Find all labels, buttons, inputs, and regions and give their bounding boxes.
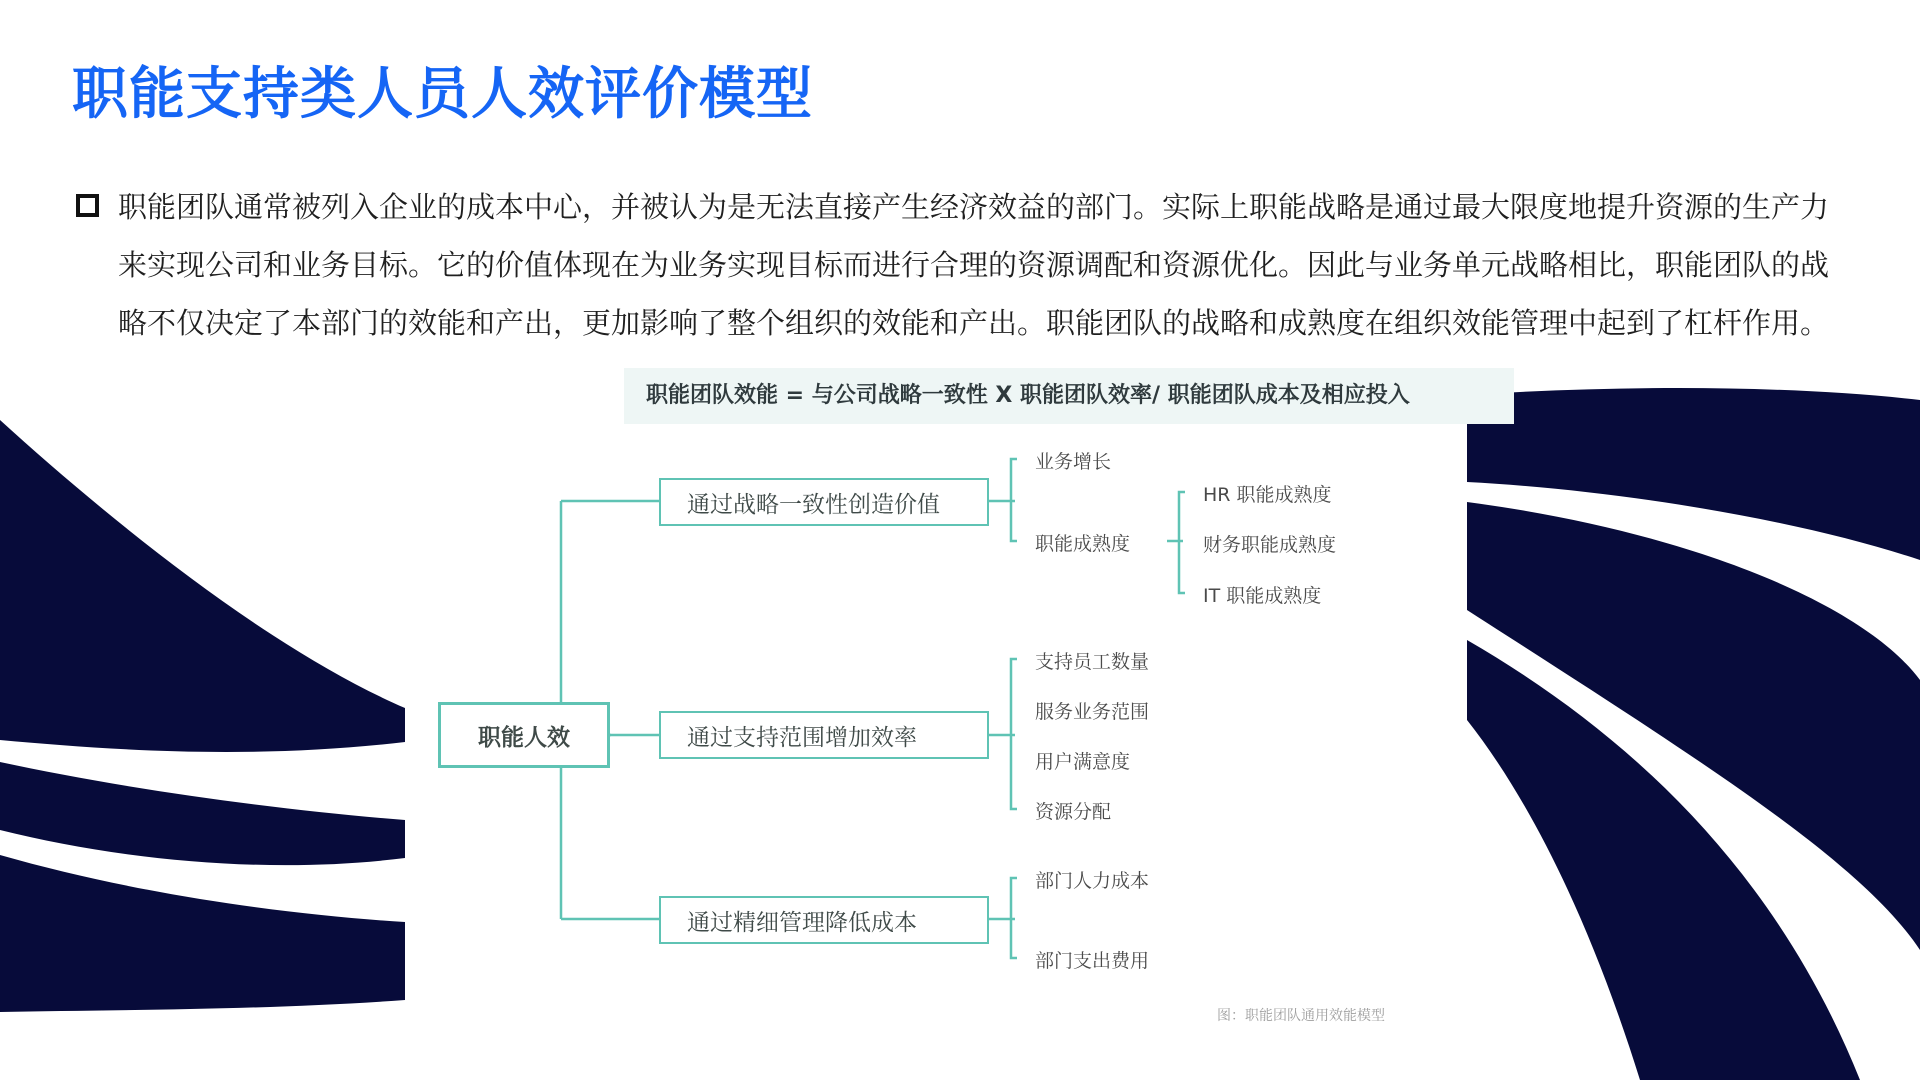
- leaf-dept-expense: 部门支出费用: [1035, 950, 1150, 972]
- leaf-hr-maturity: HR 职能成熟度: [1203, 484, 1332, 506]
- leaf-service-scope: 服务业务范围: [1035, 701, 1150, 723]
- b1-sub-bracket: [1179, 492, 1185, 593]
- left-arc-shape-3: [0, 855, 405, 1012]
- branch-node-strategy: 通过战略一致性创造价值: [659, 478, 989, 526]
- leaf-supported-staff: 支持员工数量: [1035, 651, 1150, 673]
- diagram-panel: [405, 437, 1467, 1080]
- formula-banner: 职能团队效能 = 与公司战略一致性 X 职能团队效率/ 职能团队成本及相应投入: [624, 368, 1514, 424]
- intro-paragraph: 职能团队通常被列入企业的成本中心，并被认为是无法直接产生经济效益的部门。实际上职能战略是通过最大限度地提升资源的生产力来实现公司和业务目标。它的价值体现在为业务实现目标而进行合理的资源调配和资源优化。因此与业务单元战略相比，职能团队的战略不仅决定了本部门的效能和产出，更加影响了整个组织的效能和产出。职能团队的战略和成熟度在组织效能管理中起到了杠杆作用。: [118, 190, 1830, 340]
- branch-node-scope: 通过支持范围增加效率: [659, 711, 989, 759]
- leaf-it-maturity: IT 职能成熟度: [1203, 585, 1322, 607]
- leaf-resource-allocation: 资源分配: [1035, 801, 1112, 823]
- leaf-business-growth: 业务增长: [1035, 451, 1112, 473]
- root-node: 职能人效: [438, 702, 610, 768]
- page-title: 职能支持类人员人效评价模型: [72, 62, 813, 127]
- left-arc-shape: [0, 420, 405, 752]
- left-arc-shape-2: [0, 762, 405, 865]
- leaf-finance-maturity: 财务职能成熟度: [1203, 534, 1337, 556]
- square-bullet-icon: [76, 194, 99, 217]
- leaf-labor-cost: 部门人力成本: [1035, 870, 1150, 892]
- figure-caption: 图：职能团队通用效能模型: [1217, 1008, 1385, 1024]
- leaf-user-satisfaction: 用户满意度: [1035, 751, 1131, 773]
- leaf-function-maturity: 职能成熟度: [1035, 533, 1131, 555]
- branch-node-cost: 通过精细管理降低成本: [659, 896, 989, 944]
